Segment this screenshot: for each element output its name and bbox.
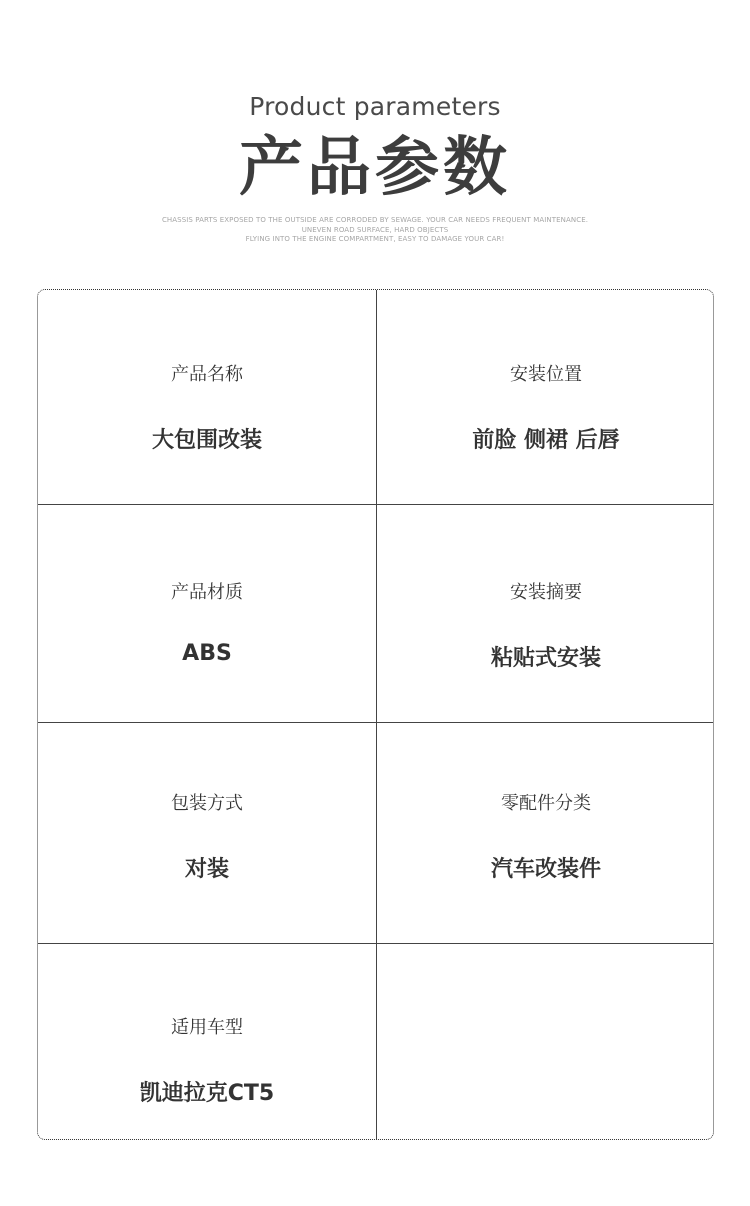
param-cell-install — [377, 578, 715, 672]
param-label: 适用车型 — [171, 1017, 243, 1038]
param-label: 产品名称 — [171, 364, 243, 385]
param-label: 零配件分类 — [501, 793, 591, 814]
row-divider-2 — [38, 722, 713, 723]
param-label: 安装摘要 — [510, 582, 582, 603]
params-table — [37, 289, 714, 1140]
param-value: 汽车改装件 — [490, 857, 601, 882]
tagline-line-1: CHASSIS PARTS EXPOSED TO THE OUTSIDE ARE CORRODED BY SEWAGE. YOUR CAR NEEDS FREQUENT MAINTENANCE. — [161, 216, 589, 224]
param-cell-name — [38, 360, 376, 454]
tagline-line-2: UNEVEN ROAD SURFACE, HARD OBJECTS — [301, 225, 449, 234]
param-value: 粘贴式安装 — [490, 646, 601, 671]
param-label: 产品材质 — [171, 582, 243, 603]
page-title: 产品参数 — [239, 131, 511, 205]
param-label: 包装方式 — [171, 793, 243, 814]
param-cell-model — [38, 1013, 376, 1107]
tagline-line-3: FLYING INTO THE ENGINE COMPARTMENT, EASY TO DAMAGE YOUR CAR! — [245, 235, 505, 243]
row-divider-3 — [38, 943, 713, 944]
subtitle-en: Product parameters — [249, 92, 501, 121]
param-value: 前脸 侧裙 后唇 — [472, 428, 620, 453]
param-cell-packaging — [38, 789, 376, 883]
param-value: ABS — [182, 641, 232, 666]
param-value: 大包围改装 — [151, 428, 262, 453]
row-divider-1 — [38, 504, 713, 505]
param-value: 凯迪拉克CT5 — [139, 1081, 275, 1106]
param-cell-category — [377, 789, 715, 883]
tagline — [0, 216, 750, 245]
param-cell-position — [377, 360, 715, 454]
param-cell-material — [38, 578, 376, 666]
param-label: 安装位置 — [510, 364, 582, 385]
param-value: 对装 — [184, 857, 229, 882]
